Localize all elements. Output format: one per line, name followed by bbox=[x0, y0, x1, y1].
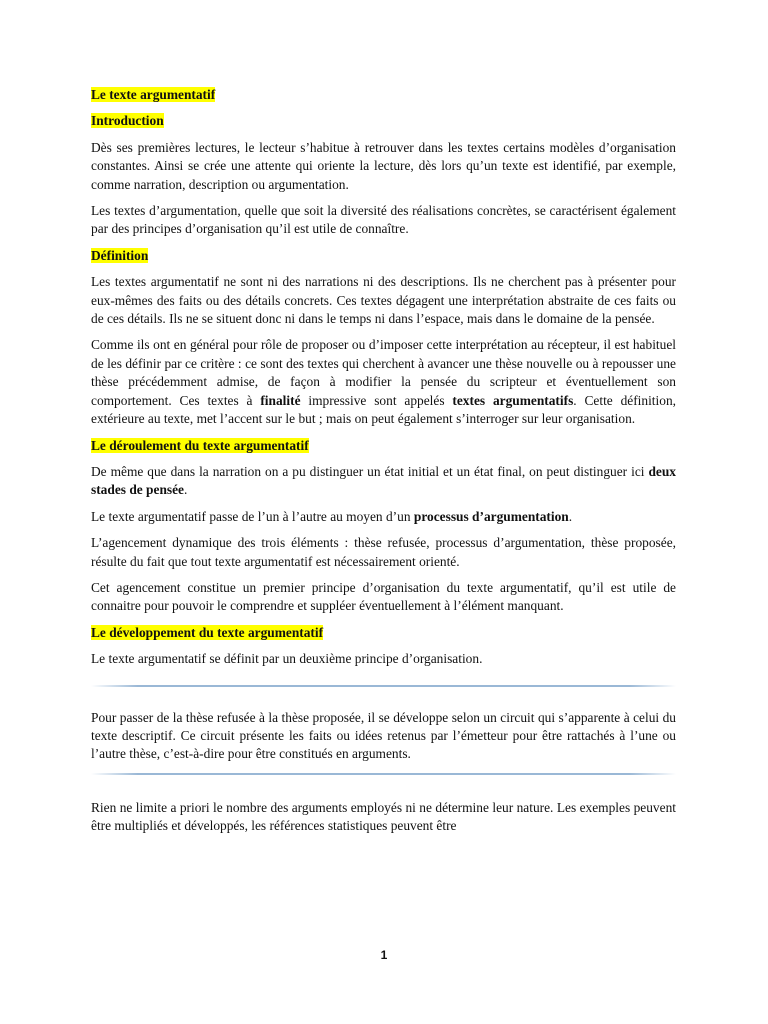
definition-paragraph-2 bbox=[91, 336, 676, 428]
horizontal-rule bbox=[91, 685, 676, 687]
page-number: 1 bbox=[380, 948, 388, 962]
horizontal-rule bbox=[91, 773, 676, 775]
deroulement-paragraph-2 bbox=[91, 508, 676, 526]
definition-paragraph-1: Les textes argumentatif ne sont ni des narrations ni des descriptions. Ils ne cherchent pas à présenter pour eux-mêmes des faits ou des détails concrets. Ces textes dégagent une interprétation abstraite de ces faits ou de ces détails. Ils ne se situent donc ni dans le temps ni dans l’espace, mais dans le domaine de la pensée. bbox=[91, 274, 676, 327]
section-heading-definition-text: Définition bbox=[91, 247, 149, 263]
bold-term-deux-stades: deux stades de pensée bbox=[91, 463, 676, 498]
section-heading-introduction-text: Introduction bbox=[91, 113, 164, 129]
developpement-paragraph-1: Le texte argumentatif se définit par un deuxième principe d’organisation. bbox=[91, 651, 483, 667]
deroulement-paragraph-2-part-c: . bbox=[568, 508, 573, 524]
developpement-paragraph-3: Rien ne limite a priori le nombre des arguments employés ni ne détermine leur nature. Les exemples peuvent être multipliés et développés, les références statistiques peuvent être bbox=[91, 799, 676, 834]
deroulement-paragraph-1-part-c: . bbox=[184, 482, 188, 498]
definition-paragraph-2-part-c: impressive sont appelés bbox=[300, 392, 453, 408]
section-heading-developpement-text: Le développement du texte argumentatif bbox=[91, 624, 324, 640]
section-heading-introduction bbox=[91, 112, 676, 130]
bold-term-textes-argumentatifs: textes argumentatifs bbox=[452, 392, 574, 408]
bold-term-processus: processus d’argumentation bbox=[413, 508, 569, 524]
deroulement-paragraph-1-part-a: De même que dans la narration on a pu distinguer un état initial et un état final, on peut distinguer ici bbox=[91, 463, 649, 479]
deroulement-paragraph-2-part-a: Le texte argumentatif passe de l’un à l’autre au moyen d’un bbox=[91, 508, 414, 524]
section-heading-deroulement bbox=[91, 437, 676, 455]
deroulement-paragraph-1 bbox=[91, 463, 676, 500]
definition-paragraph-2-part-e: . Cette définition, extérieure au texte, met l’accent sur le but ; mais on peut également s’interroger sur leur organisation. bbox=[91, 392, 676, 427]
deroulement-paragraph-4: Cet agencement constitue un premier principe d’organisation du texte argumentatif, qu’il est utile de connaitre pour pouvoir le comprendre et suppléer éventuellement à l’élément manquant. bbox=[91, 579, 676, 614]
document-title-text: Le texte argumentatif bbox=[91, 87, 216, 102]
intro-paragraph-2: Les textes d’argumentation, quelle que soit la diversité des réalisations concrètes, se caractérisent également par des principes d’organisation qu’il est utile de connaître. bbox=[91, 203, 676, 237]
section-heading-developpement bbox=[91, 624, 676, 642]
page-content bbox=[91, 86, 676, 844]
intro-paragraph-1: Dès ses premières lectures, le lecteur s’habitue à retrouver dans les textes certains modèles d’organisation constantes. Ainsi se crée une attente qui oriente la lecture, dès lors qu’un texte est identifié, par exemple, comme narration, description ou argumentation. bbox=[91, 139, 676, 192]
developpement-paragraph-2: Pour passer de la thèse refusée à la thèse proposée, il se développe selon un circuit qui s’apparente à celui du texte descriptif. Ce circuit présente les faits ou idées retenus par l’émetteur pour être rattachés à l’une ou l’autre thèse, c’est-à-dire pour être constitués en arguments. bbox=[91, 709, 676, 762]
bold-term-finalite: finalité bbox=[260, 392, 301, 408]
deroulement-paragraph-3: L’agencement dynamique des trois éléments : thèse refusée, processus d’argumentation, thèse proposée, résulte du fait que tout texte argumentatif est nécessairement orienté. bbox=[91, 535, 676, 569]
document-title bbox=[91, 86, 676, 104]
definition-paragraph-2-part-a: Comme ils ont en général pour rôle de proposer ou d’imposer cette interprétation au récepteur, il est habituel de les définir par ce critère : ce sont des textes qui cherchent à avancer une thèse nouvelle ou à repousser une thèse précédemment admise, de façon à modifier la pensée du scripteur et éventuellement son comportement. Ces textes à bbox=[91, 337, 676, 408]
section-heading-definition bbox=[91, 247, 676, 265]
section-heading-deroulement-text: Le déroulement du texte argumentatif bbox=[91, 437, 309, 453]
